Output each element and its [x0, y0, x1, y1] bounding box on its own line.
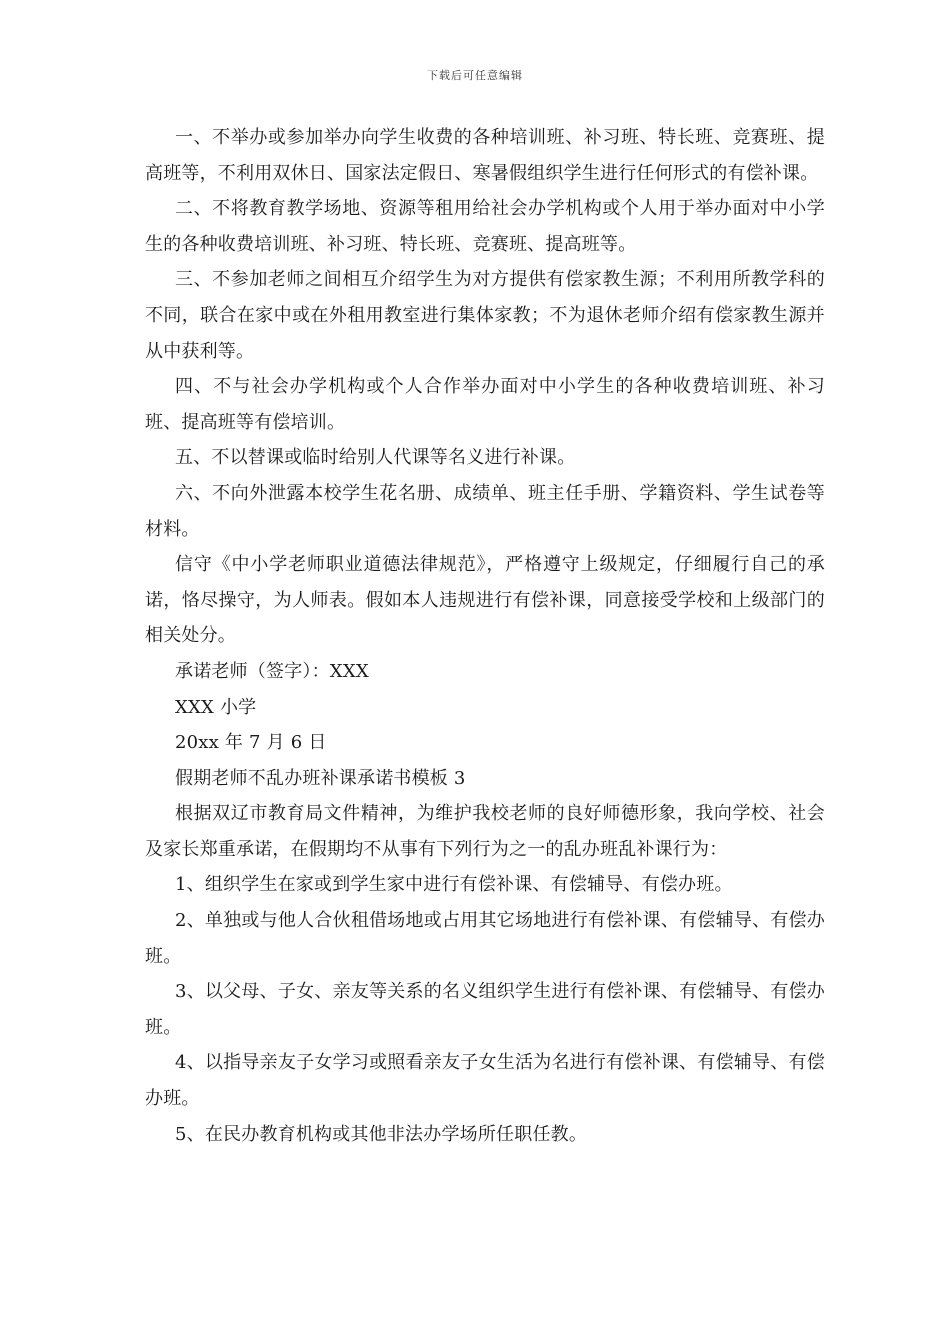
rule-item-1: 1、组织学生在家或到学生家中进行有偿补课、有偿辅导、有偿办班。 [175, 874, 733, 896]
document-body [145, 120, 825, 1152]
rule-item-2: 2、单独或与他人合伙租借场地或占用其它场地进行有偿补课、有偿辅导、有偿办班。 [145, 910, 825, 967]
paragraph-item-6: 六、不向外泄露本校学生花名册、成绩单、班主任手册、学籍资料、学生试卷等材料。 [145, 482, 825, 540]
paragraph-item-3: 三、不参加老师之间相互介绍学生为对方提供有偿家教生源；不利用所教学科的不同，联合在家中或在外租用教室进行集体家教；不为退休老师介绍有偿家教生源并从中获利等。 [145, 269, 825, 362]
template-title: 假期老师不乱办班补课承诺书模板 3 [175, 767, 466, 789]
paragraph-item-2: 二、不将教育教学场地、资源等租用给社会办学机构或个人用于举办面对中小学生的各种收费培训班、补习班、特长班、竞赛班、提高班等。 [145, 198, 825, 255]
school-name: XXX 小学 [175, 696, 257, 718]
header-note: 下载后可任意编辑 [427, 69, 523, 82]
date-line: 20xx 年 7 月 6 日 [175, 732, 327, 754]
rule-item-4: 4、以指导亲友子女学习或照看亲友子女生活为名进行有偿补课、有偿辅导、有偿办班。 [145, 1052, 825, 1110]
rule-item-3: 3、以父母、子女、亲友等关系的名义组织学生进行有偿补课、有偿辅导、有偿办班。 [145, 981, 825, 1038]
intro-paragraph: 根据双辽市教育局文件精神，为维护我校老师的良好师德形象，我向学校、社会及家长郑重承诺，在假期均不从事有下列行为之一的乱办班乱补课行为： [145, 803, 825, 860]
paragraph-item-4: 四、不与社会办学机构或个人合作举办面对中小学生的各种收费培训班、补习班、提高班等有偿培训。 [145, 376, 825, 433]
pledge-statement: 信守《中小学老师职业道德法律规范》，严格遵守上级规定，仔细履行自己的承诺，恪尽操守，为人师表。假如本人违规进行有偿补课，同意接受学校和上级部门的相关处分。 [145, 554, 825, 647]
paragraph-item-1: 一、不举办或参加举办向学生收费的各种培训班、补习班、特长班、竞赛班、提高班等，不利用双休日、国家法定假日、寒暑假组织学生进行任何形式的有偿补课。 [145, 127, 825, 184]
rule-item-5: 5、在民办教育机构或其他非法办学场所任职任教。 [175, 1123, 588, 1145]
paragraph-item-5: 五、不以替课或临时给别人代课等名义进行补课。 [175, 447, 576, 469]
signature-line: 承诺老师（签字）：XXX [175, 660, 369, 682]
